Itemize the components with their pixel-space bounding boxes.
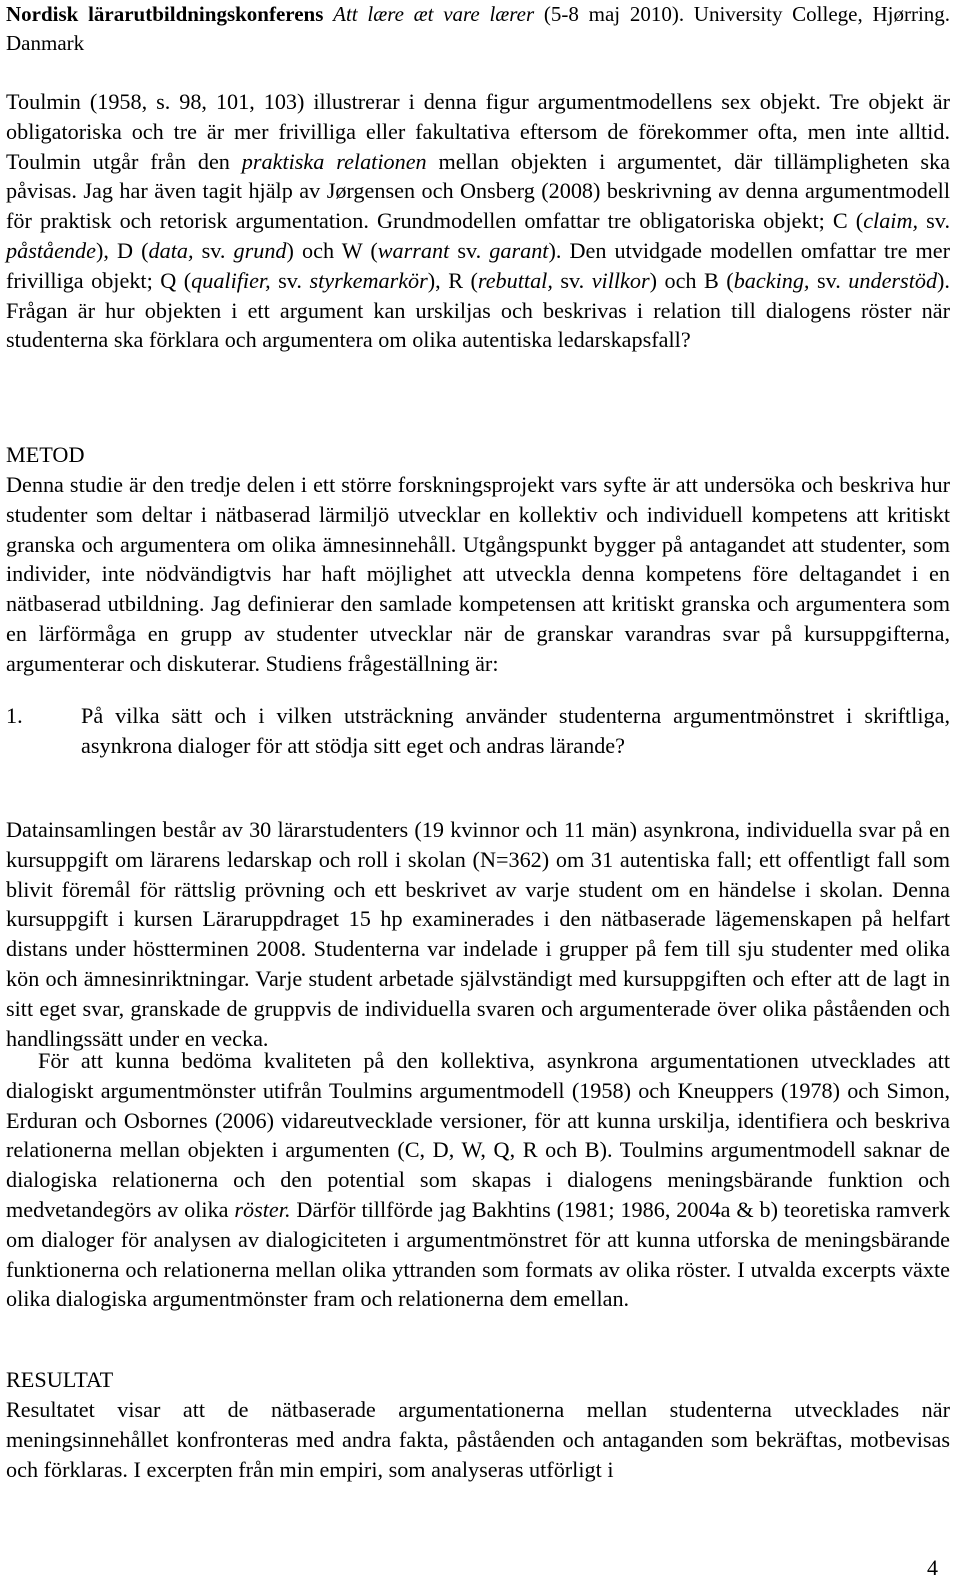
text-run: sv. bbox=[918, 208, 950, 234]
list-item-text: På vilka sätt och i vilken utsträckning använder studenterna argumentmönstret i skriftliga, asynkrona dialoger för att stödja sitt eget och andras lärande? bbox=[81, 703, 950, 758]
text-run: garant bbox=[489, 237, 549, 263]
paragraph-toulmin-model bbox=[6, 87, 950, 355]
text-run: warrant bbox=[377, 237, 450, 263]
conference-theme: Att lære æt vare lærer bbox=[333, 2, 535, 26]
text-run: sv. bbox=[270, 267, 310, 293]
list-number: 1. bbox=[6, 703, 23, 728]
text-run: sv. bbox=[809, 267, 849, 293]
text-run: För att kunna bedöma kvaliteten på den kollektiva, asynkrona argumentationen utvecklades att dialogiskt argumentmönster utifrån Toulmins argumentmodell (1958) och Kneuppers (1978) och Simon, Erduran och Osbornes (2006) vidareutvecklade versioner, för att kunna urskilja, identifiera och beskriva relationerna mellan objekten i argumenten (C, D, W, Q, R och B). Toulmins argumentmodell saknar de dialogiska relationerna och den potential som skapas i dialogens meningsbärande funktion och medvetandegörs av olika bbox=[6, 1048, 950, 1222]
conference-name: Nordisk lärarutbildningskonferens bbox=[6, 2, 324, 26]
text-run: ) och W ( bbox=[286, 237, 378, 263]
text-run: mellan objekten i argumentet, där tillämpligheten ska påvisas. Jag har även tagit hjälp av Jørgensen och Onsberg (2008) beskrivning av denna argumentmodell för praktisk och retorisk argumentation. Grundmodellen omfattar tre obligatoriska objekt; C ( bbox=[6, 148, 951, 234]
paragraph-study-description: Denna studie är den tredje delen i ett större forskningsprojekt vars syfte är att undersöka och beskriva hur studenter som deltar i nätbaserad lärmiljö utvecklar en kollektiv och individuell kompetens att kritiskt granska och argumentera om olika ämnesinnehåll. Utgångspunkt bygger på antagandet att studenter, som individer, inte nödvändigtvis har haft möjlighet att utveckla denna kompetens före deltagandet i en nätbaserad utbildning. Jag definierar den samlade kompetensen att kritiskt granska och argumentera som en lärförmåga en grupp av studenter utvecklar när de granskar varandras svar på kursuppgifterna, argumenterar och diskuterar. Studiens frågeställning är: bbox=[6, 472, 950, 676]
text-run: sv. bbox=[449, 237, 490, 263]
paragraph-results: Resultatet visar att de nätbaserade argumentationerna mellan studenterna utvecklades när meningsinnehållet konfronteras med andra fakta, påståenden och antaganden som bekräftas, motbevisas och förklaras. I excerpten från min empiri, som analyseras utförligt i bbox=[6, 1397, 950, 1482]
text-run: påstående bbox=[6, 237, 96, 263]
paragraph-data-collection: Datainsamlingen består av 30 lärarstudenters (19 kvinnor och 11 män) asynkrona, individuella svar på en kursuppgift om lärarens ledarskap och roll i skolan (N=362) om 31 autentiska fall; ett offentligt fall som blivit föremål för rättslig prövning och ett beskrivet av varje student om en händelse i skolan. Denna kursuppgift i kursen Läraruppdraget 15 hp examinerades i den nätbaserade lägemenskapen på helfart distans under höstterminen 2008. Studenterna var indelade i grupper på fem till sju studenter med olika kön och ämnesinriktningar. Varje student arbetade självständigt med kursuppgiften och efter att de lagt in sitt eget svar, granskade de gruppvis de individuella svaren och argumenterade över olika påståenden och handlingssätt under en vecka. bbox=[6, 817, 950, 1051]
text-run: Toulmin (1958, s. 98, 101, 103) illustrerar i denna figur argumentmodellens sex objekt. Tre objekt är obligatoriska och tre är mer frivilliga eller fakultativa eftersom de förekommer ofta, men inte alltid. Toulmin utgår från den bbox=[6, 89, 950, 174]
section-heading-resultat: RESULTAT bbox=[6, 1367, 114, 1392]
text-run: villkor bbox=[591, 267, 650, 293]
text-run: ), D ( bbox=[95, 237, 149, 263]
text-run: grund bbox=[233, 237, 287, 263]
text-run: sv. bbox=[193, 237, 234, 263]
text-run: röster. bbox=[234, 1196, 291, 1222]
text-run: praktiska relationen bbox=[241, 148, 427, 174]
text-run: qualifier, bbox=[191, 267, 271, 293]
running-header bbox=[6, 0, 950, 58]
text-run: ) och B ( bbox=[649, 267, 734, 293]
text-run: rebuttal, bbox=[477, 267, 553, 293]
text-run: understöd bbox=[848, 267, 938, 293]
paragraph-analysis-method bbox=[6, 1046, 950, 1314]
text-run: sv. bbox=[552, 267, 592, 293]
text-run: claim, bbox=[863, 208, 919, 234]
text-run: ). Frågan är hur objekten i ett argument kan urskiljas och beskrivas i relation till dialogens röster när studenterna ska förklara och argumentera om olika autentiska ledarskapsfall? bbox=[6, 267, 950, 353]
text-run: backing, bbox=[733, 267, 810, 293]
text-run: styrkemarkör bbox=[309, 267, 428, 293]
text-run: data, bbox=[148, 237, 194, 263]
text-run: ), R ( bbox=[427, 267, 478, 293]
conference-details: (5-8 maj 2010). University College, Hjørring. Danmark bbox=[6, 2, 951, 55]
text-run: Därför tillförde jag Bakhtins (1981; 1986, 2004a & b) teoretiska ramverk om dialoger för analysen av dialogiciteten i argumentmönstret för att kunna utforska de meningsbärande funktionerna och relationerna mellan olika yttranden som formats av olika röster. I utvalda excerpts växte olika dialogiska argumentmönster fram och relationerna dem emellan. bbox=[6, 1196, 950, 1312]
section-heading-metod: METOD bbox=[6, 442, 85, 467]
text-run: ). Den utvidgade modellen omfattar tre mer frivilliga objekt; Q ( bbox=[6, 237, 950, 293]
page-number: 4 bbox=[927, 1555, 938, 1580]
